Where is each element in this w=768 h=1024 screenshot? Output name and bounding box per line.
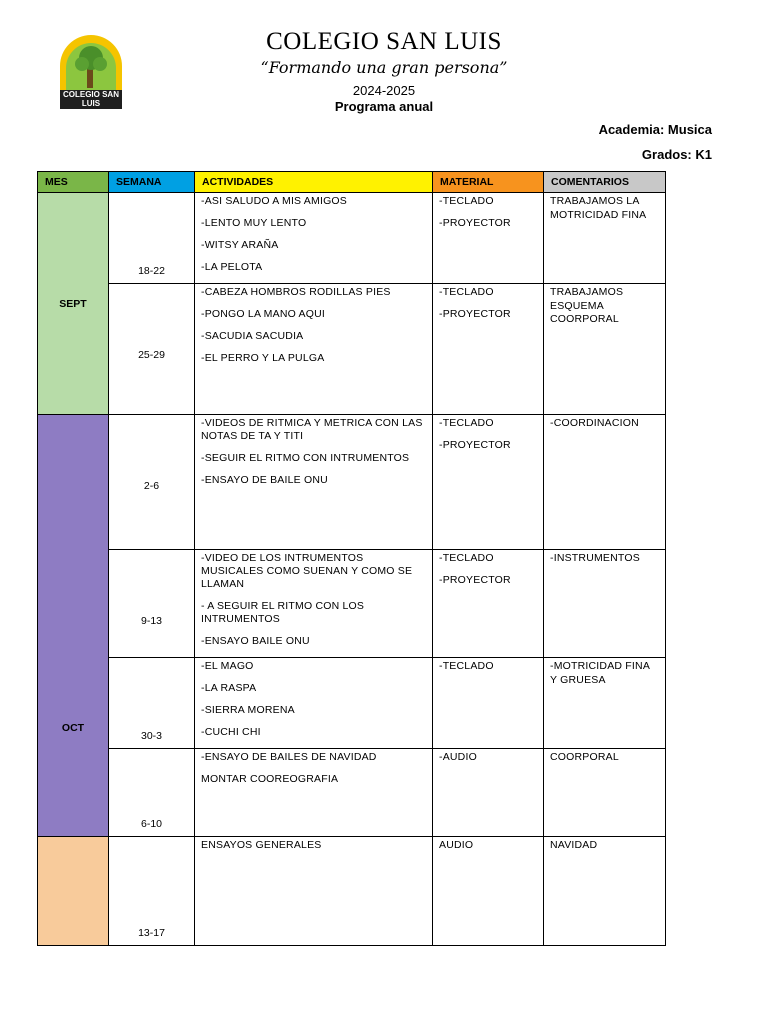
activity-item: -ENSAYO BAILE ONU: [201, 635, 310, 647]
material-item: -TECLADO: [439, 417, 494, 429]
header-material: MATERIAL: [433, 172, 544, 193]
week-cell: 25-29: [109, 284, 195, 415]
activities-cell: [195, 284, 433, 415]
activities-cell: [195, 658, 433, 749]
table-row: [38, 658, 666, 749]
activities-cell: [195, 415, 433, 550]
activity-item: -LENTO MUY LENTO: [201, 217, 307, 229]
material-cell: [433, 550, 544, 658]
header-comentarios: COMENTARIOS: [544, 172, 666, 193]
comments-cell: -INSTRUMENTOS: [544, 550, 666, 658]
grados-label: Grados: K1: [641, 147, 712, 162]
comments-cell: TRABAJAMOS ESQUEMA COORPORAL: [544, 284, 666, 415]
activity-item: -LA RASPA: [201, 682, 257, 694]
school-motto: “Formando una gran persona”: [260, 58, 508, 77]
material-item: -TECLADO: [439, 660, 494, 672]
activity-item: -WITSY ARAÑA: [201, 239, 279, 251]
material-cell: [433, 658, 544, 749]
material-cell: [433, 415, 544, 550]
activity-item: -LA PELOTA: [201, 261, 263, 273]
header-actividades: ACTIVIDADES: [195, 172, 433, 193]
activity-item: -EL PERRO Y LA PULGA: [201, 352, 325, 364]
header-mes: MES: [38, 172, 109, 193]
activity-item: -VIDEOS DE RITMICA Y METRICA CON LAS NOTAS DE TA Y TITI: [201, 417, 423, 442]
header-semana: SEMANA: [109, 172, 195, 193]
week-cell: 18-22: [109, 193, 195, 284]
academia-label: Academia: Musica: [598, 122, 712, 137]
program-table: [37, 171, 666, 946]
material-cell: [433, 749, 544, 837]
material-item: AUDIO: [439, 839, 474, 851]
comments-cell: NAVIDAD: [544, 837, 666, 946]
month-cell-sept: SEPT: [38, 193, 109, 415]
month-cell-dec: [38, 837, 109, 946]
material-item: -PROYECTOR: [439, 217, 511, 229]
month-cell-oct: OCT: [38, 415, 109, 837]
material-item: -TECLADO: [439, 195, 494, 207]
school-year: 2024-2025: [352, 83, 416, 98]
activity-item: -ENSAYO DE BAILE ONU: [201, 474, 328, 486]
activity-item: -CABEZA HOMBROS RODILLAS PIES: [201, 286, 391, 298]
activity-item: - A SEGUIR EL RITMO CON LOS INTRUMENTOS: [201, 600, 365, 625]
activities-cell: [195, 837, 433, 946]
table-row: [38, 193, 666, 284]
week-cell: 2-6: [109, 415, 195, 550]
activity-item: -SEGUIR EL RITMO CON INTRUMENTOS: [201, 452, 410, 464]
material-cell: [433, 837, 544, 946]
activities-cell: [195, 749, 433, 837]
comments-cell: TRABAJAMOS LA MOTRICIDAD FINA: [544, 193, 666, 284]
comments-cell: -COORDINACION: [544, 415, 666, 550]
week-cell: 13-17: [109, 837, 195, 946]
table-row: [38, 749, 666, 837]
material-item: -PROYECTOR: [439, 308, 511, 320]
week-cell: 9-13: [109, 550, 195, 658]
school-title: COLEGIO SAN LUIS: [266, 28, 502, 55]
material-item: -PROYECTOR: [439, 439, 511, 451]
activity-item: -PONGO LA MANO AQUI: [201, 308, 325, 320]
table-row: [38, 550, 666, 658]
material-cell: [433, 193, 544, 284]
activity-item: -VIDEO DE LOS INTRUMENTOS MUSICALES COMO SUENAN Y COMO SE LLAMAN: [201, 552, 413, 590]
activities-cell: [195, 550, 433, 658]
material-item: -TECLADO: [439, 286, 494, 298]
activities-cell: [195, 193, 433, 284]
week-cell: 6-10: [109, 749, 195, 837]
activity-item: -SACUDIA SACUDIA: [201, 330, 304, 342]
table-row: [38, 415, 666, 550]
comments-cell: -MOTRICIDAD FINA Y GRUESA: [544, 658, 666, 749]
activity-item: MONTAR COOREOGRAFIA: [201, 773, 339, 785]
activity-item: -SIERRA MORENA: [201, 704, 295, 716]
activity-item: -CUCHI CHI: [201, 726, 261, 738]
activity-item: -ENSAYO DE BAILES DE NAVIDAD: [201, 751, 377, 763]
material-cell: [433, 284, 544, 415]
logo-text: COLEGIO SAN LUIS: [62, 90, 119, 108]
program-title: Programa anual: [334, 99, 434, 114]
material-item: -PROYECTOR: [439, 574, 511, 586]
material-item: -AUDIO: [439, 751, 477, 763]
material-item: -TECLADO: [439, 552, 494, 564]
table-row: [38, 284, 666, 415]
activity-item: -EL MAGO: [201, 660, 254, 672]
week-cell: 30-3: [109, 658, 195, 749]
activity-item: ENSAYOS GENERALES: [201, 839, 322, 851]
comments-cell: COORPORAL: [544, 749, 666, 837]
table-header-row: [38, 172, 666, 193]
activity-item: -ASI SALUDO A MIS AMIGOS: [201, 195, 348, 207]
table-row: [38, 837, 666, 946]
